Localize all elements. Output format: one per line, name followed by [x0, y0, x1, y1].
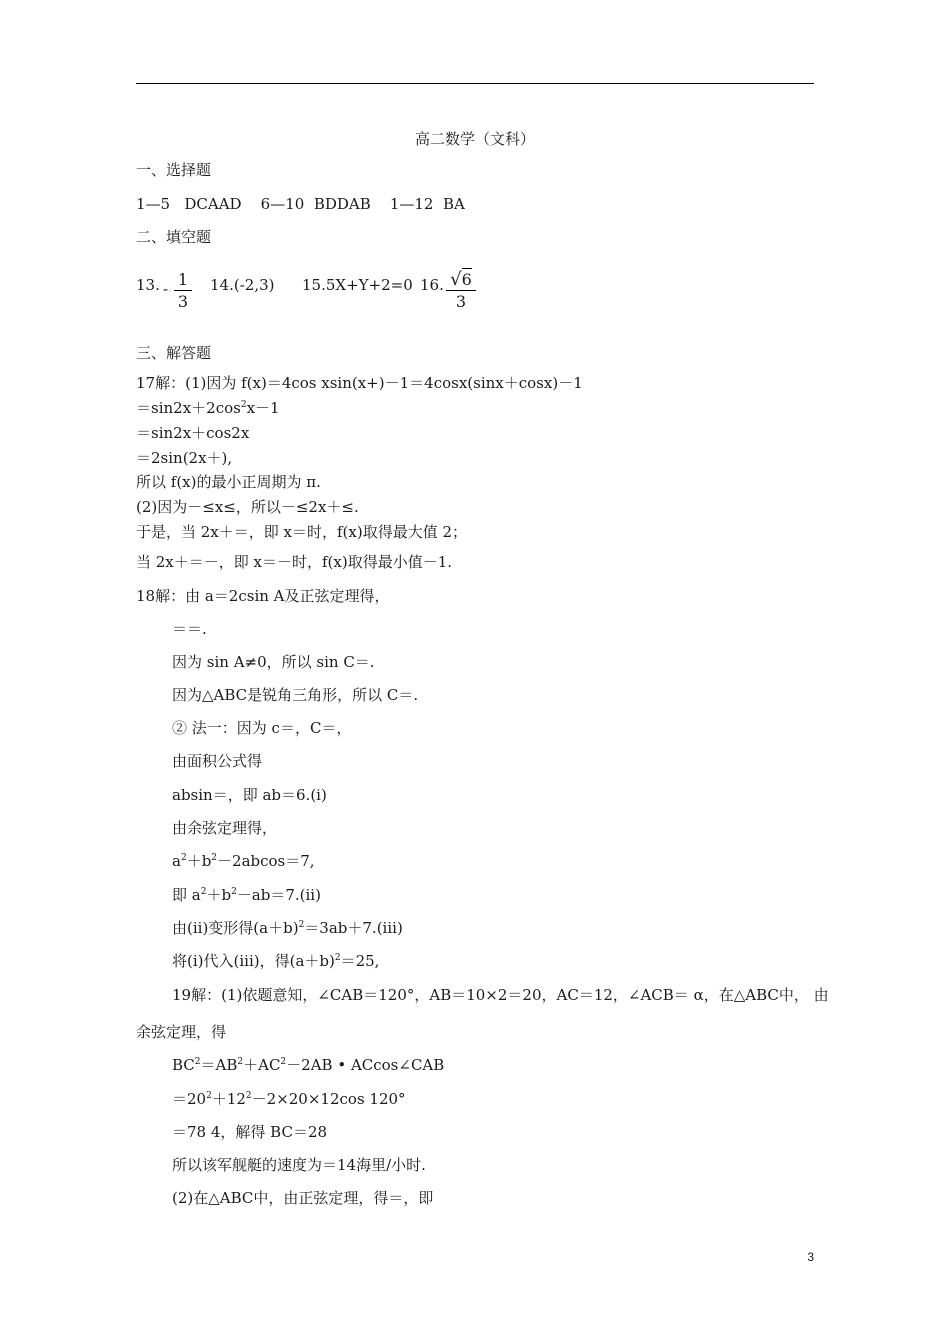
q17-line-2: $=\sin 2x+2\cos^2x-1$: [136, 399, 280, 417]
header-rule: [136, 83, 814, 84]
q15-answer: 15.5X+Y+2=0: [302, 276, 413, 294]
q18-line-12: 将(i)代入(iii)，得$(a+b)^2=25$,: [172, 952, 380, 970]
q18-line-8: 由余弦定理得，: [172, 819, 278, 837]
q19-line-4: $=20^2+12^2-2\times 20\times 12\cos$ 120°: [172, 1090, 406, 1108]
q17-line-4: ＝2sin(2x＋),: [136, 449, 233, 467]
q19-line-2: 余弦定理，得: [136, 1023, 227, 1041]
q18-line-4: 因为△ABC是锐角三角形，所以 C＝.: [172, 686, 419, 704]
q18-line-5: ② 法一：因为 c＝，C＝，: [172, 719, 352, 737]
q18-line-3: 因为 sin A≠0，所以 sin C＝.: [172, 653, 375, 671]
q19-line-5: ＝78 4，解得 BC＝28: [172, 1123, 328, 1141]
q18-line-9: $a^2+b^2-2abcos=7$,: [172, 852, 315, 870]
q18-line-7: absin＝，即 ab＝6.(i): [172, 786, 327, 804]
q16-radicand: 6: [461, 270, 472, 289]
section-heading-solutions: 三、解答题: [136, 344, 212, 362]
q17-line-3: ＝sin2x＋cos2x: [136, 424, 250, 442]
q13-label: 13.: [136, 276, 160, 294]
q13-fraction: [174, 270, 192, 313]
q13-numerator: 1: [174, 270, 192, 291]
q18-line-2: ＝＝.: [172, 620, 207, 638]
q17-line-8: 当 2x＋＝－，即 x＝－时，f(x)取得最小值－1.: [136, 553, 453, 571]
section-heading-fill: 二、填空题: [136, 228, 212, 246]
q17-line-7: 于是，当 2x＋＝，即 x＝时，f(x)取得最大值 2；: [136, 523, 468, 541]
q19-line-7: (2)在△ABC中，由正弦定理，得＝，即: [172, 1189, 434, 1207]
q16-label: 16.: [420, 276, 444, 294]
q18-line-1: 18解：由 a＝2csin A及正弦定理得，: [136, 587, 390, 605]
q14-answer: 14.(-2,3): [210, 276, 275, 294]
choice-answers: 1—5 DCAAD 6—10 BDDAB 1—12 BA: [136, 195, 465, 213]
q17-line-6: (2)因为－≤x≤，所以－≤2x＋≤.: [136, 498, 359, 516]
q18-line-10: 即 $a^2+b^2-ab=7.(ii)$: [172, 886, 321, 904]
section-heading-choice: 一、选择题: [136, 161, 212, 179]
page-title: 高二数学（文科）: [414, 130, 535, 148]
page-number: 3: [807, 1250, 814, 1264]
sqrt-icon: √: [450, 269, 462, 290]
q18-line-11: 由(ii)变形得$(a+b)^2=3ab+7.(iii)$: [172, 919, 403, 937]
q17-line-1: 17解：(1)因为 f(x)＝4cos xsin(x+)－1＝4cosx(sinx＋cosx)－1: [136, 374, 583, 392]
q13-denominator: 3: [177, 292, 189, 311]
q19-line-1: 19解：(1)依题意知，∠CAB＝120°，AB＝10×2＝20，AC＝12，∠ACB＝ α，在△ABC中， 由: [172, 986, 829, 1004]
q17-line-5: 所以 f(x)的最小正周期为 π.: [136, 473, 321, 491]
q16-numerator: [446, 270, 476, 291]
q16-fraction: [446, 270, 476, 313]
q19-line-3: $BC^2=AB^2+AC^2-2AB$ • ACcos∠CAB: [172, 1056, 445, 1074]
q13-sign: -: [163, 280, 169, 298]
q19-line-6: 所以该军舰艇的速度为＝14海里/小时.: [172, 1156, 426, 1174]
q18-line-6: 由面积公式得: [172, 752, 263, 770]
q16-denominator: 3: [455, 292, 467, 311]
